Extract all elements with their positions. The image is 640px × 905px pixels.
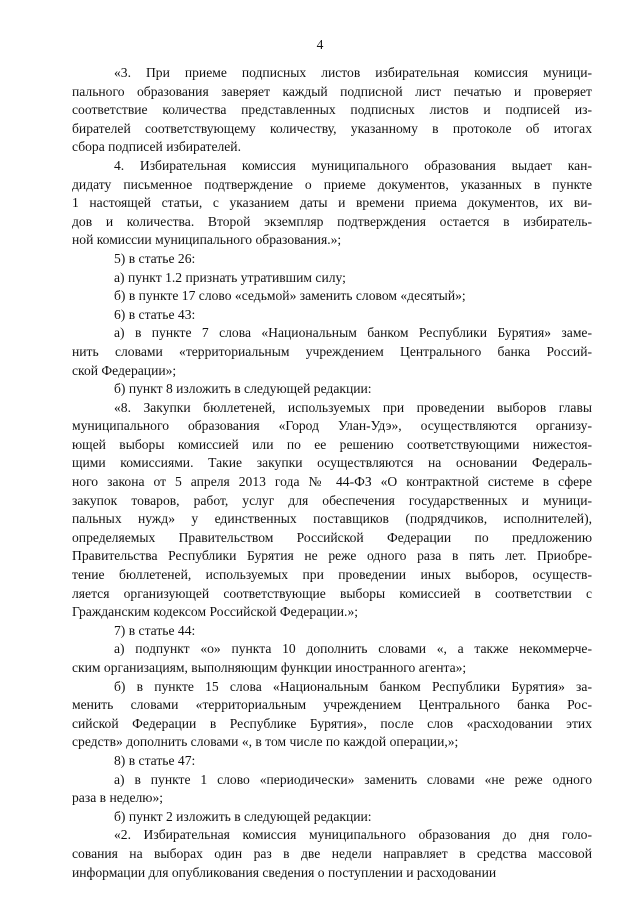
paragraph-line: ским организациям, выполняющим функции иностранного агента»; xyxy=(72,660,467,675)
paragraph xyxy=(72,250,592,269)
paragraph xyxy=(72,157,592,250)
paragraph-line: ляется организующей соответствующие выборы комиссией в соответствии с xyxy=(72,585,592,601)
paragraph xyxy=(72,622,592,641)
paragraph-line: менить словами «территориальным учреждением Центрального банка Рос- xyxy=(72,697,592,713)
paragraph-line: Правительства Республики Бурятия не реже одного раза в пять лет. Приобре- xyxy=(72,548,592,564)
paragraph-line: а) в пункте 7 слова «Национальным банком Республики Бурятия» заме- xyxy=(114,325,592,341)
paragraph-line: раза в неделю»; xyxy=(72,790,164,806)
paragraph-line: дов и количества. Второй экземпляр подтверждения остается в избиратель- xyxy=(72,213,592,229)
paragraph-line: информации для опубликования сведения о поступлении и расходовании xyxy=(72,864,497,880)
paragraph xyxy=(72,380,592,399)
paragraph-line: б) в пункте 15 слова «Национальным банком Республики Бурятия» за- xyxy=(114,678,592,694)
paragraph-line: б) пункт 2 изложить в следующей редакции: xyxy=(114,808,372,824)
paragraph xyxy=(72,324,592,380)
paragraph-line: ной комиссии муниципального образования.»; xyxy=(72,232,342,248)
paragraph-line: соответствие количества представленных подписных листов и подписей из- xyxy=(72,102,592,118)
paragraph xyxy=(72,808,592,827)
document-body xyxy=(72,64,592,882)
paragraph-line: 6) в статье 43: xyxy=(114,306,196,322)
paragraph-line: щими комиссиями. Такие закупки осуществляются на основании Федераль- xyxy=(72,455,592,471)
paragraph-line: муниципального образования «Город Улан-Удэ», осуществляются организу- xyxy=(72,418,592,434)
paragraph-line: ской Федерации»; xyxy=(72,362,177,378)
paragraph xyxy=(72,678,592,752)
paragraph xyxy=(72,287,592,306)
paragraph-line: нить словами «территориальным учреждением Центрального банка Россий- xyxy=(72,343,592,359)
paragraph-line: тение бюллетеней, используемых при проведении иных выборов, осуществ- xyxy=(72,567,592,583)
page-number: 4 xyxy=(316,37,324,52)
paragraph xyxy=(72,752,592,771)
paragraph xyxy=(72,826,592,882)
paragraph-line: а) подпункт «о» пункта 10 дополнить словами «, а также некоммерче- xyxy=(114,641,592,657)
paragraph-line: средств» дополнить словами «, в том числе по каждой операции,»; xyxy=(72,734,459,750)
paragraph-line: «3. При приеме подписных листов избирательная комиссия муници- xyxy=(114,65,592,80)
paragraph-line: дидату письменное подтверждение о приеме документов, указанных в пункте xyxy=(72,176,592,192)
paragraph xyxy=(72,269,592,288)
paragraph-line: ного закона от 5 апреля 2013 года № 44-ФЗ «О контрактной системе в сфере xyxy=(72,474,592,490)
paragraph-line: «2. Избирательная комиссия муниципального образования до дня голо- xyxy=(114,827,592,843)
paragraph-line: определяемых Правительством Российской Федерации по предложению xyxy=(72,529,592,545)
paragraph-line: сования на выборах один раз в две недели направляет в средства массовой xyxy=(72,845,592,861)
paragraph xyxy=(72,306,592,325)
paragraph-line: 5) в статье 26: xyxy=(114,250,196,266)
paragraph xyxy=(72,64,592,157)
paragraph-line: «8. Закупки бюллетеней, используемых при проведении выборов главы xyxy=(114,399,592,415)
paragraph-line: 1 настоящей статьи, с указанием даты и времени приема документов, их ви- xyxy=(72,195,592,211)
paragraph-line: бирателей соответствующему количеству, указанному в протоколе об итогах xyxy=(72,120,592,136)
paragraph-line: закупок товаров, работ, услуг для обеспечения государственных и муници- xyxy=(72,492,592,508)
paragraph-line: Гражданским кодексом Российской Федерации.»; xyxy=(72,604,359,620)
paragraph-line: 8) в статье 47: xyxy=(114,752,196,768)
paragraph-line: сбора подписей избирателей. xyxy=(72,139,241,155)
paragraph-line: б) пункт 8 изложить в следующей редакции: xyxy=(114,381,372,397)
paragraph xyxy=(72,640,592,677)
paragraph-line: 7) в статье 44: xyxy=(114,622,196,638)
paragraph xyxy=(72,771,592,808)
paragraph-line: 4. Избирательная комиссия муниципального образования выдает кан- xyxy=(114,157,592,173)
paragraph-line: ющей выборы комиссией или по ее решению соответствующими нижестоя- xyxy=(72,436,592,452)
paragraph-line: а) в пункте 1 слово «периодически» заменить словами «не реже одного xyxy=(114,771,592,787)
paragraph-line: а) пункт 1.2 признать утратившим силу; xyxy=(114,269,346,285)
paragraph xyxy=(72,399,592,622)
paragraph-line: б) в пункте 17 слово «седьмой» заменить словом «десятый»; xyxy=(114,288,466,304)
paragraph-line: пального образования заверяет каждый подписной лист печатью и проверяет xyxy=(72,83,592,99)
paragraph-line: пальных нужд» у единственных поставщиков (подрядчиков, исполнителей), xyxy=(72,511,592,527)
paragraph-line: сийской Федерации в Республике Бурятия», после слов «расходовании этих xyxy=(72,715,592,731)
